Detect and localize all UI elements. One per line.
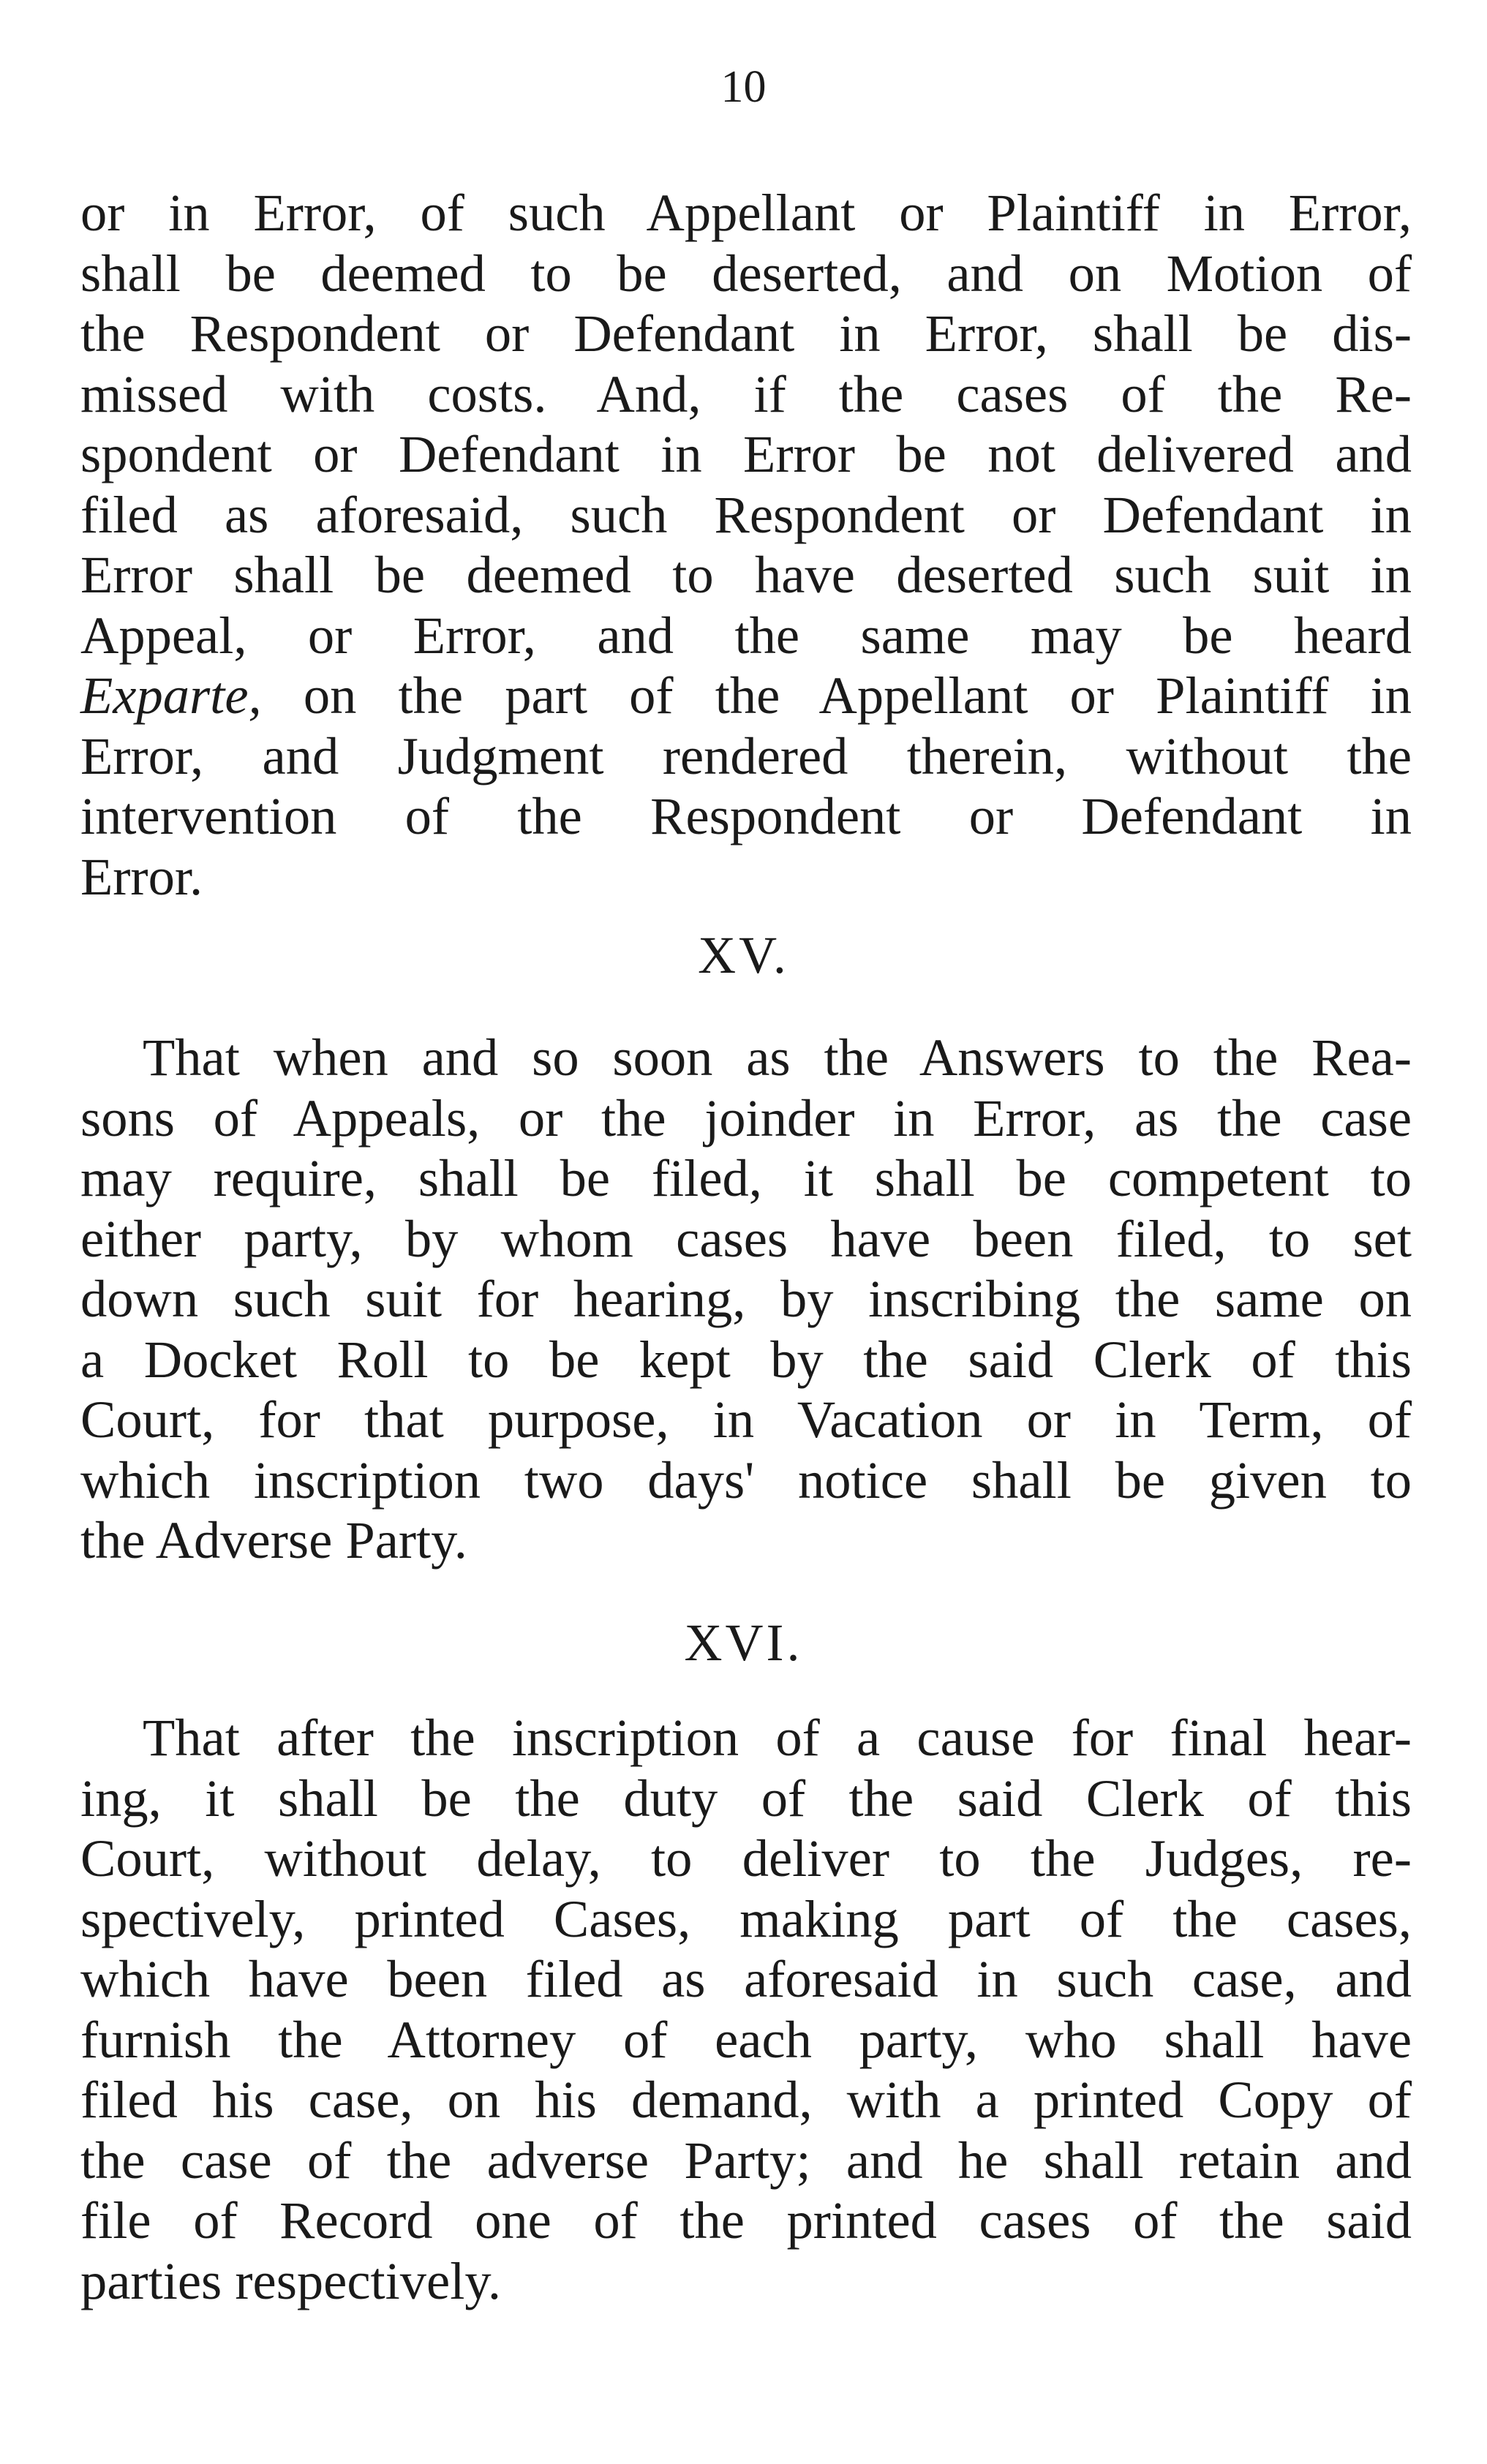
text-line: filed his case, on his demand, with a printed Copy of bbox=[80, 2070, 1412, 2129]
paragraph-continuation bbox=[80, 183, 1412, 907]
page-number: 10 bbox=[720, 62, 767, 112]
paragraph-xv bbox=[80, 1028, 1412, 1571]
text-line: Court, without delay, to deliver to the Judges, re- bbox=[80, 1828, 1412, 1888]
text-line: parties respectively. bbox=[80, 2250, 502, 2310]
text-line: shall be deemed to be deserted, and on Motion of bbox=[80, 243, 1412, 303]
text-line: spondent or Defendant in Error be not delivered and bbox=[80, 424, 1412, 483]
section-heading-xv: XV. bbox=[698, 926, 789, 984]
text-line: which inscription two days' notice shall be given to bbox=[80, 1450, 1412, 1510]
text-line: ing, it shall be the duty of the said Clerk of this bbox=[80, 1768, 1412, 1828]
text-line-with-italic bbox=[80, 666, 1412, 726]
text-line: either party, by whom cases have been filed, to set bbox=[80, 1208, 1412, 1268]
text-line-rest: on the part of the Appellant or Plaintiff in bbox=[303, 666, 1412, 725]
text-line: the case of the adverse Party; and he shall retain and bbox=[80, 2130, 1412, 2190]
text-line: Appeal, or Error, and the same may be heard bbox=[80, 605, 1412, 665]
paragraph-xvi bbox=[80, 1708, 1412, 2311]
text-line: may require, shall be filed, it shall be competent to bbox=[80, 1148, 1412, 1207]
text-line: or in Error, of such Appellant or Plaintiff in Error, bbox=[80, 183, 1412, 242]
italic-term: Exparte, bbox=[80, 666, 262, 725]
text-line: Error shall be deemed to have deserted such suit in bbox=[80, 545, 1412, 604]
text-line: the Adverse Party. bbox=[80, 1510, 467, 1570]
text-line: That after the inscription of a cause for final hear- bbox=[143, 1708, 1412, 1767]
text-line: spectively, printed Cases, making part of the cases, bbox=[80, 1888, 1412, 1948]
text-line: filed as aforesaid, such Respondent or Defendant in bbox=[80, 484, 1412, 544]
text-line: a Docket Roll to be kept by the said Clerk of this bbox=[80, 1329, 1412, 1389]
text-line: intervention of the Respondent or Defendant in bbox=[80, 786, 1412, 845]
text-line: down such suit for hearing, by inscribing the same on bbox=[80, 1269, 1412, 1328]
text-line: sons of Appeals, or the joinder in Error, as the case bbox=[80, 1088, 1412, 1148]
text-line: That when and so soon as the Answers to the Rea- bbox=[143, 1028, 1412, 1087]
section-heading-xvi: XVI. bbox=[684, 1613, 803, 1672]
text-line: Error, and Judgment rendered therein, without the bbox=[80, 726, 1412, 785]
text-line: file of Record one of the printed cases of the said bbox=[80, 2190, 1412, 2250]
text-line: Error. bbox=[80, 846, 203, 906]
text-line: furnish the Attorney of each party, who shall have bbox=[80, 2009, 1412, 2069]
text-line: missed with costs. And, if the cases of the Re- bbox=[80, 363, 1412, 423]
text-line: the Respondent or Defendant in Error, shall be dis- bbox=[80, 304, 1412, 363]
text-line: Court, for that purpose, in Vacation or in Term, of bbox=[80, 1390, 1412, 1449]
text-line: which have been filed as aforesaid in such case, and bbox=[80, 1949, 1412, 2008]
